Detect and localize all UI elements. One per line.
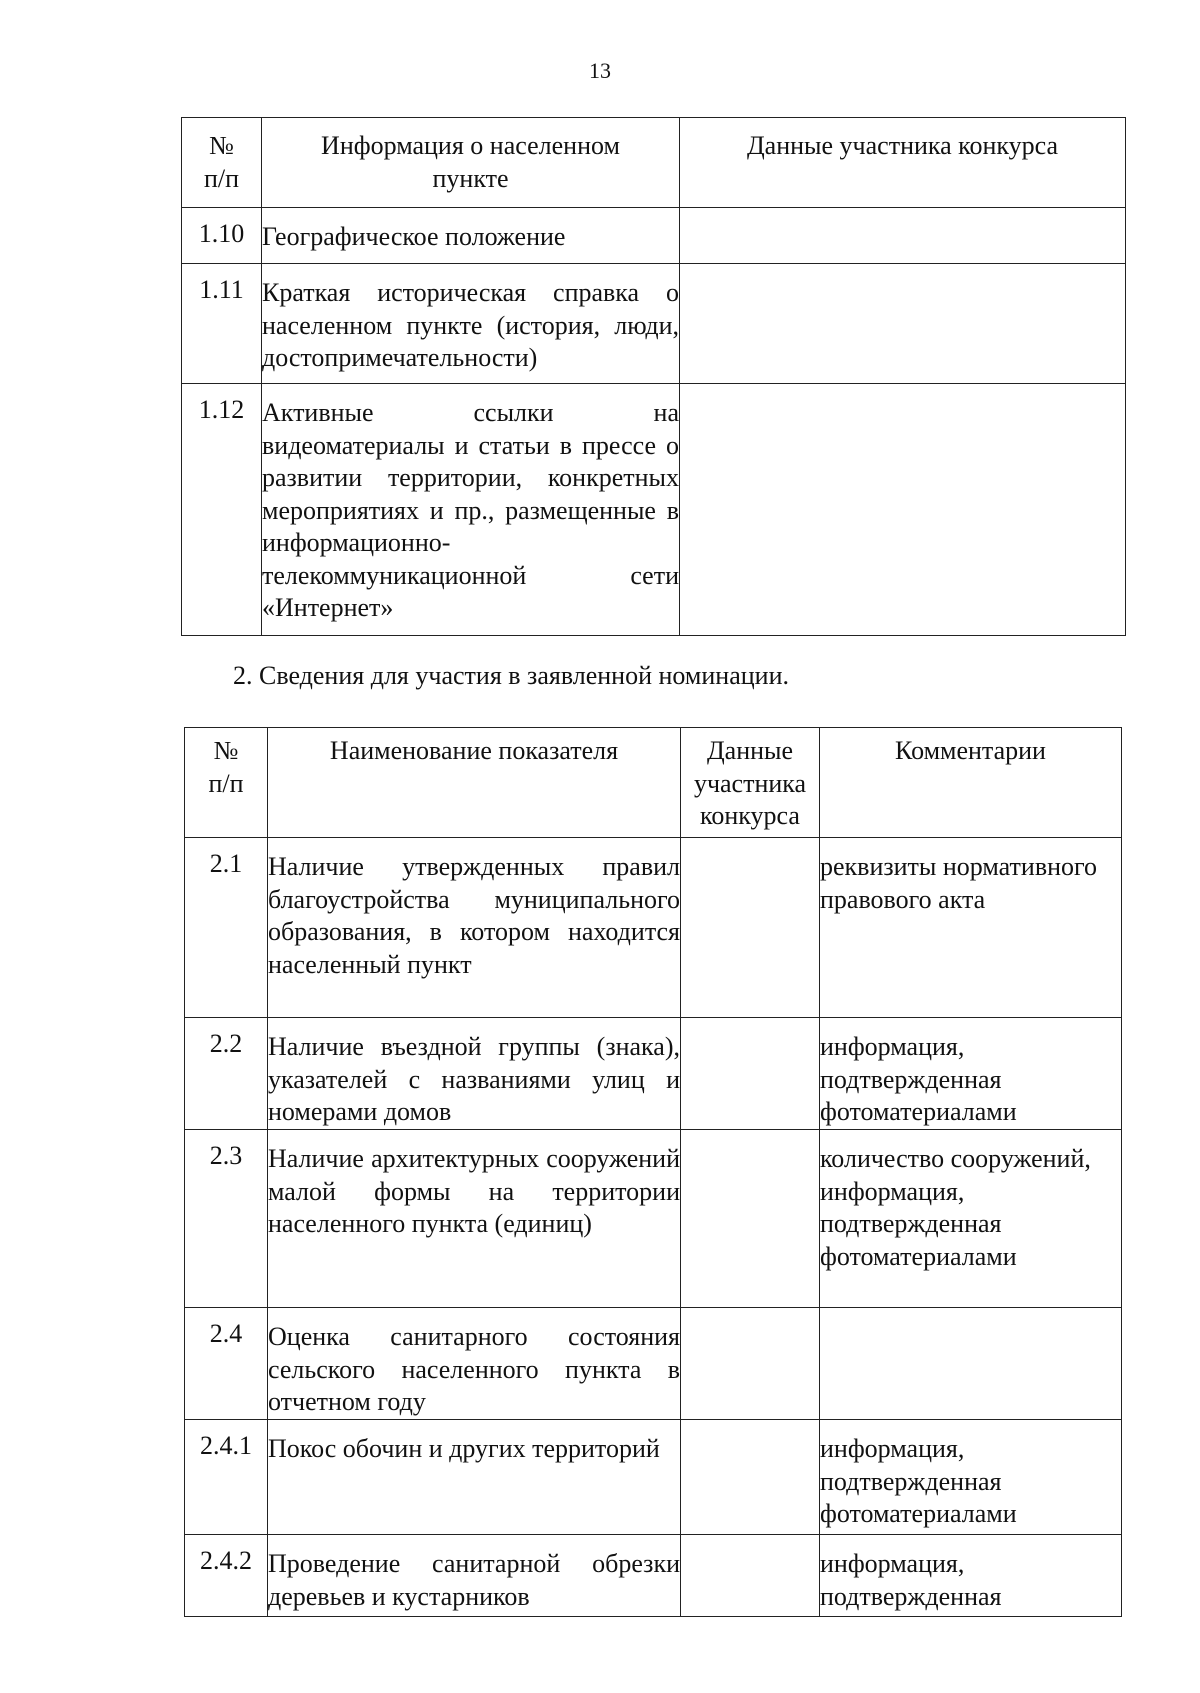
row-number: 2.3 xyxy=(185,1130,268,1308)
row-indicator: Наличие въездной группы (знака), указателей с названиями улиц и номерами домов xyxy=(268,1018,681,1130)
page-number: 13 xyxy=(589,58,611,83)
row-participant-data xyxy=(681,1130,820,1308)
header-participant-line2: участника xyxy=(693,768,807,798)
row-comment: количество сооружений, информация, подтвержденная фотоматериалами xyxy=(820,1130,1122,1308)
row-comment xyxy=(820,1308,1122,1420)
row-participant-data xyxy=(681,1308,820,1420)
row-comment: информация, подтвержденная фотоматериалами xyxy=(820,1420,1122,1535)
table-row xyxy=(182,384,1126,636)
header-num-abbr: п/п xyxy=(208,768,244,798)
table-header-row xyxy=(185,728,1122,838)
row-participant-data xyxy=(681,1420,820,1535)
table-row xyxy=(185,1308,1122,1420)
header-info-line2: пункте xyxy=(432,163,509,193)
row-indicator: Наличие архитектурных сооружений малой формы на территории населенного пункта (единиц) xyxy=(268,1130,681,1308)
table-row xyxy=(182,264,1126,384)
row-comment: информация, подтвержденная фотоматериалами xyxy=(820,1018,1122,1130)
settlement-info-table xyxy=(181,117,1126,636)
table-row xyxy=(185,1420,1122,1535)
header-cell-num xyxy=(182,118,262,208)
row-indicator: Наличие утвержденных правил благоустройства муниципального образования, в котором находится населенный пункт xyxy=(268,838,681,1018)
header-cell-indicator xyxy=(268,728,681,838)
row-participant-data xyxy=(681,1018,820,1130)
table-row xyxy=(185,1130,1122,1308)
row-number: 1.12 xyxy=(182,384,262,636)
row-participant-data xyxy=(680,208,1126,264)
section-2-heading: 2. Сведения для участия в заявленной номинации. xyxy=(233,661,789,690)
table-row xyxy=(182,208,1126,264)
row-indicator: Оценка санитарного состояния сельского населенного пункта в отчетном году xyxy=(268,1308,681,1420)
row-number: 2.2 xyxy=(185,1018,268,1130)
header-participant-line3: конкурса xyxy=(700,801,800,830)
row-number: 1.11 xyxy=(182,264,262,384)
table-row xyxy=(185,1535,1122,1617)
row-comment: информация, подтвержденная xyxy=(820,1535,1122,1617)
header-comments-label: Комментарии xyxy=(895,736,1046,765)
row-number: 2.1 xyxy=(185,838,268,1018)
header-cell-num xyxy=(185,728,268,838)
row-info: Географическое положение xyxy=(262,208,680,264)
header-cell-info xyxy=(262,118,680,208)
header-participant-line1: Данные xyxy=(706,736,794,765)
table-header-row xyxy=(182,118,1126,208)
header-num-abbr: п/п xyxy=(203,163,240,193)
header-participant-label: Данные участника конкурса xyxy=(746,131,1059,160)
row-indicator: Проведение санитарной обрезки деревьев и кустарников xyxy=(268,1535,681,1617)
row-participant-data xyxy=(680,384,1126,636)
row-participant-data xyxy=(681,1535,820,1617)
row-info: Активные ссылки на видеоматериалы и статьи в прессе о развитии территории, конкретных мероприятиях и пр., размещенные в информационно-телекоммуникационной сети «Интернет» xyxy=(262,384,680,636)
header-cell-participant xyxy=(680,118,1126,208)
row-number: 2.4.2 xyxy=(185,1535,268,1617)
table-row xyxy=(185,1018,1122,1130)
row-participant-data xyxy=(681,838,820,1018)
header-num-symbol: № xyxy=(213,736,239,765)
row-number: 1.10 xyxy=(182,208,262,264)
row-participant-data xyxy=(680,264,1126,384)
row-number: 2.4.1 xyxy=(185,1420,268,1535)
row-comment: реквизиты нормативного правового акта xyxy=(820,838,1122,1018)
header-info-line1: Информация о населенном xyxy=(321,131,620,160)
header-cell-participant xyxy=(681,728,820,838)
header-num-symbol: № xyxy=(209,131,234,160)
row-number: 2.4 xyxy=(185,1308,268,1420)
row-info: Краткая историческая справка о населенном пункте (история, люди, достопримечательности) xyxy=(262,264,680,384)
header-indicator-label: Наименование показателя xyxy=(329,736,619,765)
row-indicator: Покос обочин и других территорий xyxy=(268,1420,681,1535)
table-row xyxy=(185,838,1122,1018)
header-cell-comments xyxy=(820,728,1122,838)
nomination-info-table xyxy=(184,727,1122,1617)
